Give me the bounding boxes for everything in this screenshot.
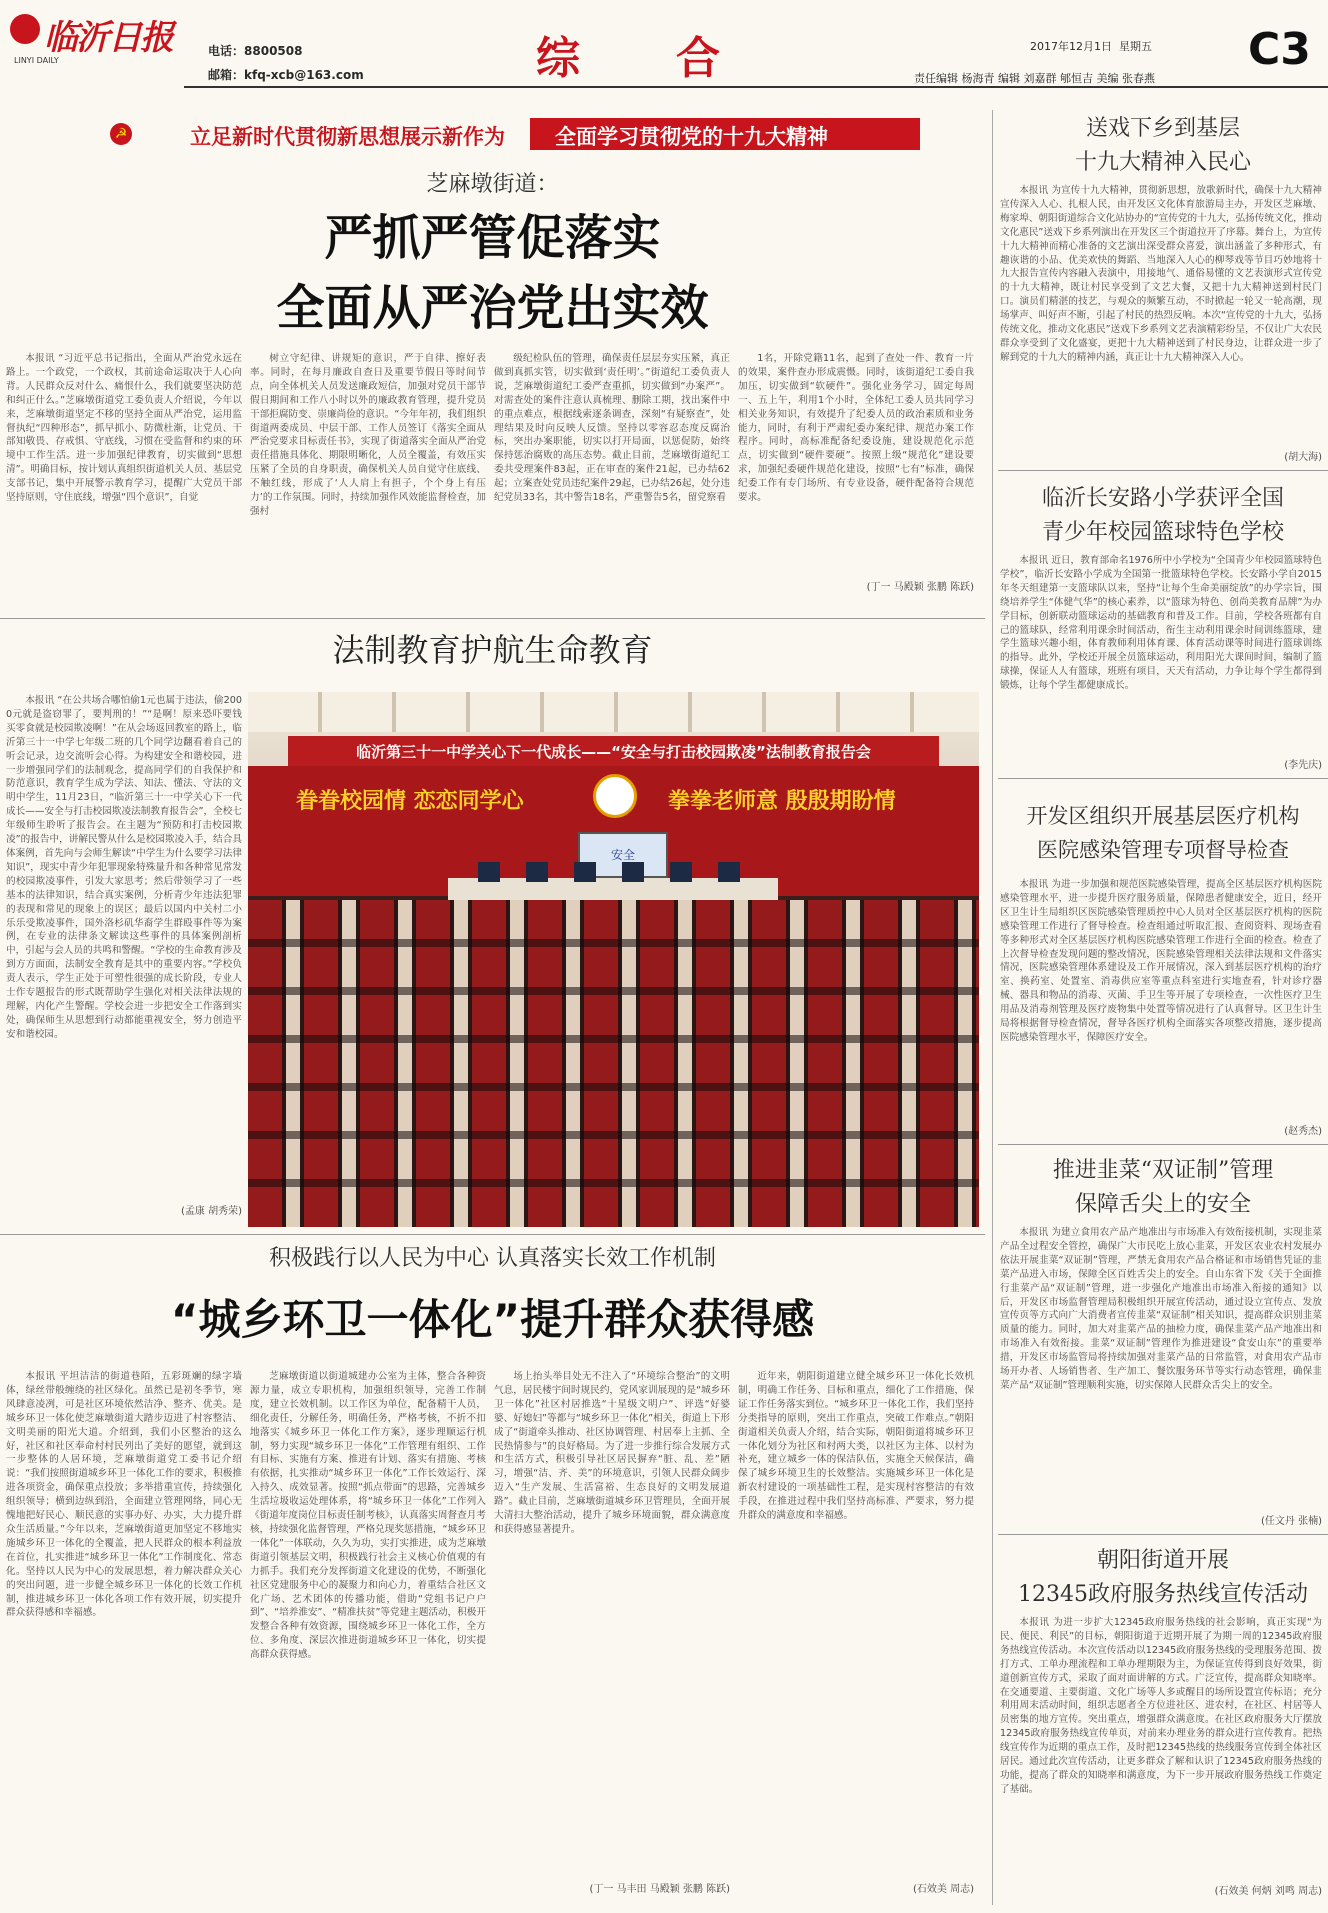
stage-slogan-left: 眷眷校园情 恋恋同学心 [296,789,524,814]
lead-col-3: 级纪检队伍的管理，确保责任层层夯实压紧，真正做到真抓实管，切实做到‘责任明’。”街道纪工委负责人说，芝麻墩街道纪工委严查重抓，切实做到“办案严”。对需查处的案件注意认真梳理、删除工期，找出案件中的重点难点，根据线索逐条调查，深刻“有疑察查”，处理结果及时向反映人反馈。坚持以零容忍态度反腐治标，突出办案职能，切实以打开局面，以惩促防，始终保持惩治腐败的高压态势。截止目前，芝麻墩街道纪工委共受理案件83起，正在审查的案件21起，已办结62起；立案查处党员违纪案件29起，已办结26起，处分违纪党员33名，其中警告18名，严重警告5名，留党察看 [494,353,730,504]
side4-title-2: 保障舌尖上的安全 [1074,1192,1251,1217]
sanitation-col-3: 场上抬头举目处无不注入了“环境综合整治”的文明气息，居民楼宇间时规民约，党风家训展现的是“城乡环卫一体化”社区村居推选“十星级文明户”、评选“好婆婆、好媳妇”等都与“城乡环卫一体化”相关，街道上下形成了“街道牵头推动、社区协调管理、村居奉上主抓、全民热情参与”的良好格局。为了进一步推行综合发展方式和生活方式，积极引导社区居民摒弃“脏、乱、差”陋习，增强“洁、齐、美”的环境意识，引领人民群众阔步迈入“生产发展、生活富裕、生态良好的文明发展道路”。截止目前，芝麻墩街道城乡环卫管理员，全面开展大清扫大整治活动，提升了城乡环境面貌，群众满意度和获得感显著提升。 [494,1371,730,1535]
rule-side1 [998,470,1328,471]
date: 2017年12月1日 [1030,40,1112,53]
section-name: 综合 [536,33,816,84]
banner-left: 立足新时代贯彻新思想展示新作为 [190,125,505,149]
sanitation-col-1: 本报讯 平坦洁洁的街道巷陌，五彩斑斓的绿字墙体，绿丝带般缠绕的社区绿化。虽然已是初冬季节，寒风肆意凌冽，可是社区环境依然洁净、整齐、优美。是城乡环卫一体化使芝麻墩街道大踏步迈进了村容整洁、文明美丽的阳光大道。介绍到，我们小区整治的这么好，社区和社区奉命村村民列出了美好的愿望，就到这一步整体的人居环境，芝麻墩街道党工委书记介绍说：“我们按照街道城乡环卫一体化工作的要求，积极推进各项资金，确保重点投放；多举措重宣传，持续强化组织领导；横到边纵到沿，全面建立管理网络，同心无愧地把好民心、顺民意的实事办好、办实，大力提升群众生活质量。”今年以来，芝麻墩街道更加坚定不移地实施城乡环卫一体化的全覆盖，把人民群众的根本利益放在首位，扎实推进“城乡环卫一体化”工作制度化、常态化。坚持以人民为中心的发展思想，着力解决群众关心的突出问题，进一步健全城乡环卫一体化的长效工作机制，推进城乡环卫一体化各项工作有效开展，切实提升群众获得感和幸福感。 [6,1371,242,1619]
law-photo [248,692,979,1227]
newspaper-logo-icon [10,14,40,44]
lead-col-2: 树立守纪律、讲规矩的意识，严于自律、擦好表率。同时，在每月廉政自查日及重要节假日等时间节点，向全体机关人员发送廉政短信，加强对党员干部节假日期间和工作八小时以外的廉政教育管理，提升党员干部拒腐防变、崇廉尚俭的意识。“今年年初，我们组织街道两委成员、中层干部、工作人员签订《落实全面从严治党要求目标责任书》，实现了街道落实全面从严治党责任措施具体化、期限明晰化，人员全覆盖，有效压实压紧了全员的自身职责，确保机关人员自觉守住底线、不触红线，形成了‘人人肩上有担子，个个身上有压力’的工作氛围。同时，持续加强作风效能监督检查，加强村 [250,353,486,517]
newspaper-logo-sub: LINYI DAILY [14,56,59,65]
sanitation-title: “城乡环卫一体化”提升群众获得感 [170,1295,815,1344]
phone-label: 电话： [208,44,245,58]
side1-title-1: 送戏下乡到基层 [1085,116,1240,141]
side2-title-2: 青少年校园篮球特色学校 [1041,520,1284,545]
stage-banner-text: 临沂第三十一中学关心下一代成长——“安全与打击校园欺凌”法制教育报告会 [356,743,871,761]
party-emblem-icon: ☭ [110,123,132,145]
law-credit: (孟康 胡秀荣) [181,1206,242,1217]
side1-title-2: 十九大精神入民心 [1074,150,1251,175]
email-label: 邮箱： [208,68,245,82]
newspaper-logo: 临沂日报 [44,18,172,58]
lead-kicker: 芝麻墩街道： [426,172,559,197]
sanitation-credit-2: (石效美 周志) [913,1884,974,1895]
side4-title-1: 推进韭菜“双证制”管理 [1052,1158,1274,1183]
side5-credit: (石效美 何炳 刘鸣 周志) [1214,1886,1322,1897]
side4-credit: (任文丹 张楠) [1261,1516,1322,1527]
side1-text: 本报讯 为宣传十九大精神，贯彻新思想，放歌新时代，确保十九大精神宣传深入人心、扎根人民，由开发区文化体育旅游局主办，开发区芝麻墩、梅家埠、朝阳街道综合文化站协办的“宣传党的十九大，弘扬传统文化，推动文化惠民”送戏下乡系列演出在开发区三个街道拉开了序幕。舞台上，为宣传十九大精神而精心准备的文艺演出深受群众喜爱，演出涵盖了多种形式，有趣诙谐的小品、优美欢快的舞蹈、当地深入人心的柳琴戏等节目巧妙地将十九大报告宣传内容融入表演中，用接地气、通俗易懂的文艺表演形式宣传党的十九大精神，既让村民享受到了文艺大餐，又把十九大精神送到村民门口。演员们精湛的技艺，与观众的频繁互动，不时掀起一轮又一轮高潮，现场掌声、叫好声不断，引起了村民的热烈反响。本次“宣传党的十九大，弘扬传统文化，推动文化惠民”送戏下乡系列文艺表演精彩纷呈，不仅让广大农民群众享受到了文化盛宴，更把十九大精神送到了村民身边，让群众进一步了解到党的十九大的精神内涵，真正让十九大精神深入人心。 [1000,185,1322,363]
rule-side3 [998,1144,1328,1145]
editors-line: 责任编辑 杨海青 编辑 刘嘉群 郇恒吉 美编 张春燕 [914,72,1155,85]
weekday: 星期五 [1119,40,1152,53]
stage-slogan-right: 拳拳老师意 殷殷期盼情 [668,789,896,814]
banner-right: 全面学习贯彻党的十九大精神 [555,125,828,149]
banner [110,118,930,150]
side5-title-1: 朝阳街道开展 [1096,1548,1229,1573]
stage-screen: 安全 [578,832,668,878]
masthead-rule [184,86,1328,88]
rule-side2 [998,778,1328,779]
sanitation-credit: (丁一 马丰田 马殿颖 张鹏 陈跃) [589,1884,730,1895]
side3-credit: (赵秀杰) [1284,1126,1322,1137]
rule-law-bottom [0,1234,985,1235]
rule-side4 [998,1534,1328,1535]
law-title: 法制教育护航生命教育 [332,631,653,669]
side4-text: 本报讯 为建立食用农产品产地准出与市场准入有效衔接机制，实现韭菜产品全过程安全管控，确保广大市民吃上放心韭菜，开发区农业农村发展办依法开展韭菜“双证制”管理，严禁无食用农产品合格证和市场销售凭证的韭菜产品进入市场，保障全区百姓舌尖上的安全。自山东省下发《关于全面推行韭菜产品“双证制”管理，进一步强化产地准出市场准入衔接的通知》以后，开发区市场监督管理局积极组织开展宣传活动，通过设立宣传点、发放宣传页等方式向广大消费者宣传韭菜“双证制”相关知识，提高群众识别韭菜质量的能力。同时，加大对韭菜产品的抽检力度，确保韭菜产品产地准出和市场准入有效衔接。韭菜“双证制”管理作为推进建设“食安山东”的重要举措，开发区市场监管局将持续加强对韭菜产品的日常监管，对食用农产品市场开办者、人场销售者、生产加工、餐饮服务环节等实行动态管理，确保韭菜产品“双证制”管理顺利实施，切实保障人民群众舌尖上的安全。 [1000,1227,1322,1391]
side2-text: 本报讯 近日，教育部命名1976所中小学校为“全国青少年校园篮球特色学校”，临沂长安路小学成为全国第一批篮球特色学校。长安路小学自2015年冬天组建第一支篮球队以来，坚持“让每个生命美丽绽放”的办学宗旨，围绕培养学生“体健气华”的核心素养，以“篮球为特色、创尚美教育品牌”为办学目标，创新联动篮球运动的基础教育和普及工作。目前，学校各班都有自己的篮球队，经常利用课余时间活动，衔生主动利用课余时间训练篮球，建学生篮球兴趣小组，体育教师利用体育课、体育活动课等时间进行篮球训练的指导。此外，学校还开展全员篮球运动，利用阳光大课间时间，编制了篮球操，保证人人有篮球，班班有项目，天天有活动，力争让每个学生都得到锻炼，让每个学生都健康成长。 [1000,555,1322,692]
side1-credit: (胡大海) [1284,452,1322,463]
lead-col-1: 本报讯 “习近平总书记指出，全面从严治党永远在路上。一个政党，一个政权，其前途命运取决于人心向背。人民群众反对什么、痛恨什么，我们就要坚决防范和纠正什么。”芝麻墩街道党工委负责人介绍说，今年以来，芝麻墩街道坚定不移的坚持全面从严治党，运用监督执纪“四种形态”，抓早抓小、防微杜渐，让党员、干部知敬畏、存戒惧、守底线，习惯在受监督和约束的环境中工作生活。进一步加强纪律教育，切实做到“思想清”。明确目标，按计划认真组织街道机关人员、基层党支部书记，集中开展警示教育学习，提醒广大党员干部坚持原则，守住底线，增强“四个意识”，自觉 [6,353,242,504]
law-text: 本报讯 “在公共场合哪怕偷1元也属于违法，偷2000元就是盗窃罪了，要判刑的！”“是啊！原来恐吓要钱买零食就是校园欺凌啊！”在从会场返回教室的路上，临沂第三十一中学七年级二班的几个同学边翻看着自己的听会记录，边交流听会心得。为构建安全和谐校园，进一步增强同学们的法制观念，提高同学们的自我保护和防范意识，教育学生成为学法、知法、懂法、守法的文明中学生，11月23日，“临沂第三十一中学关心下一代成长——安全与打击校园欺凌法制教育报告会”，全校七年级师生聆听了报告会。在主题为“预防和打击校园欺凌”的报告中，讲解民警从什么是校园欺凌入手，结合具体案例，首先向与会师生解读“中学生为什么要学习法律知识”，现实中青少年犯罪现象特殊量升和各种常见常发的校园欺凌事件，引发大家思考；然后带领学习了一些基本的法律知识，结合真实案例，分析青少年违法犯罪的表现和常见的现象上的误区；最后以国内中关村二小乐乐受欺凌事件，国外洛杉矶华裔学生群殴事件等为案例，在专业的法律条文解读这些事件的具体案例剖析中，引起与会人员的共鸣和警醒。“学校的生命教育涉及到方方面面，法制安全教育是其中的重要内容。”学校负责人表示，学生正处于可塑性很强的成长阶段，专业人士作专题报告的形式既帮助学生强化对相关法律法规的理解，内化产生警醒。学校会进一步把安全工作落到实处，确保师生从思想到行动都能重视安全，努力创造平安和谐校园。 [6,695,242,1040]
phone-row [208,42,302,59]
rule-lead-bottom [0,618,985,619]
date-row [1030,38,1152,54]
side3-title-2: 医院感染管理专项督导检查 [1037,838,1289,862]
side2-credit: (李先庆) [1284,760,1322,771]
side5-text: 本报讯 为进一步扩大12345政府服务热线的社会影响，真正实现“为民、便民、利民”的目标，朝阳街道于近期开展了为期一周的12345政府服务热线宣传活动。本次宣传活动以12345政府服务热线的受理服务范围、拨打方式、工单办理流程和工单办理期限为主，为保证宣传得到良好效果，街道创新宣传方式，采取了面对面讲解的方式。广泛宣传，提高群众知晓率。在交通要道、主要街道、文化广场等人多或醒目的场所设置宣传标语；充分利用周末活动时间，组织志愿者全方位进社区、进农村，在社区、村居等人员密集的地方宣传。突出重点，增强群众满意度。在社区政府服务大厅摆放12345政府服务热线宣传单页，对前来办理业务的群众进行宣传教育。把热线宣传作为近期的重点工作，及时把12345热线的热线服务宣传到全体社区居民。通过此次宣传活动，让更多群众了解和认识了12345政府服务热线的功能，提高了群众的知晓率和满意度，为下一步开展政府服务热线工作奠定了基础。 [1000,1617,1322,1795]
stage-emblem-icon [593,774,637,818]
side3-text: 本报讯 为进一步加强和规范医院感染管理，提高全区基层医疗机构医院感染管理水平，进一步提升医疗服务质量，保障患者健康安全，近日，经开区卫生计生局组织区医院感染管理质控中心人员对全区基层医疗机构的医院感染管理工作进行了督导检查。检查组通过听取汇报、查阅资料、现场查看等多种形式对全区基层医疗机构医院感染管理工作进行全面的检查。检查了上次督导检查发现问题的整改情况，医院感染管理相关法律法规和文件落实情况，医院感染管理体系建设及工作开展情况，深入到基层医疗机构的治疗室、换药室、处置室、消毒供应室等重点科室进行实地查看，针对诊疗器械、器具和物品的消毒、灭菌、手卫生等开展了专项检查，一次性医疗卫生用品及消毒剂管理及医疗废物集中处置等情况进行了认真督导。区卫生计生局将根据督导检查情况，督导各医疗机构全面落实各项整改措施，逐步提高医院感染管理水平，保障医疗安全。 [1000,879,1322,1043]
speaker-row [478,862,758,882]
lead-title-line2: 全面从严治党出实效 [276,280,709,336]
phone-number: 8800508 [244,44,303,58]
sidebar-separator [992,110,993,1905]
lead-title-line1: 严抓严管促落实 [324,210,661,266]
side5-title-2: 12345政府服务热线宣传活动 [1018,1582,1308,1607]
lead-col-4: 1名，开除党籍11名，起到了查处一件、教育一片的效果，案件查办形成震慑。同时，该街道纪工委自我加压，切实做到“软硬件”。强化业务学习，固定每周一、五上午，利用1个小时，全体纪工委人员共同学习相关业务知识，有效提升了纪委人员的政治素质和业务能力，同时，有利于严肃纪委办案纪律、规范办案工作程序。同时，高标准配备纪委设施，建设规范化示范点，切实做到“硬件要硬”。按照上级“规范化”建设要求，加强纪委硬件规范化建设，按照“七有”标准，确保纪委工作有专门场所、有专业设备，硬件配备符合规范要求。 [738,353,974,504]
sanitation-kicker: 积极践行以人民为中心 认真落实长效工作机制 [269,1246,716,1271]
page-code: C3 [1248,24,1311,75]
sanitation-col-4: 近年来，朝阳街道建立健全城乡环卫一体化长效机制，明确工作任务、目标和重点，细化了工作措施，保证工作任务落实到位。“城乡环卫一体化工作，我们坚持分类指导的原则，突出工作重点，突破工作难点。”朝阳街道相关负责人介绍，结合实际，朝阳街道将城乡环卫一体化划分为社区和村两大类，以社区为主体、以村为补充，建立城乡一体的保洁队伍，实施全天候保洁，确保了城乡环境卫生的长效整洁。实施城乡环卫一体化是新农村建设的一项基础性工程，是实现村容整洁的有效手段，在推进过程中我们坚持高标准、严要求，努力提升群众的满意度和幸福感。 [738,1371,974,1522]
masthead [0,0,1328,86]
side2-title-1: 临沂长安路小学获评全国 [1041,486,1284,511]
side3-title-1: 开发区组织开展基层医疗机构 [1026,804,1300,828]
lead-credit: (丁一 马殿颖 张鹏 陈跃) [866,582,974,593]
sanitation-col-2: 芝麻墩街道以街道城建办公室为主体，整合各种资源力量，成立专职机构，加强组织领导，完善工作制度，建立长效机制。以工作区为单位，配备精干人员，细化责任，分解任务，明确任务，严格考核，不折不扣地落实《城乡环卫一体化工作方案》，逐步理顺运行机制，努力实现“城乡环卫一体化”工作管理有组织、工作有目标、实施有方案、推进有计划、落实有措施、考核有依据，扎实推动“城乡环卫一体化”工作长效运行、深入持久、成效显著。按照“抓点带面”的思路，完善城乡生活垃圾收运处理体系，将“城乡环卫一体化”工作列入《街道年度岗位目标责任制考核》，认真落实周督查月考核，持续强化监督管理，严格兑现奖惩措施，“城乡环卫一体化”一体联动，久久为功，实打实推进，成为芝麻墩街道引领基层文明，积极践行社会主义核心价值观的有力抓手。我们充分发挥街道文化建设的优势，不断强化社区党建服务中心的凝聚力和向心力，着重结合社区文化广场、艺术团体的传播功能，借助“党组书记户户到”、“培养淮安”、“精准扶贫”等党建主题活动，积极开发整合各种有效资源，围绕城乡环卫一体化工作，全方位、多角度、深层次推进街道城乡环卫一体化，切实提高群众获得感。 [250,1371,486,1661]
email-address: kfq-xcb@163.com [244,68,364,82]
email-row [208,66,364,83]
